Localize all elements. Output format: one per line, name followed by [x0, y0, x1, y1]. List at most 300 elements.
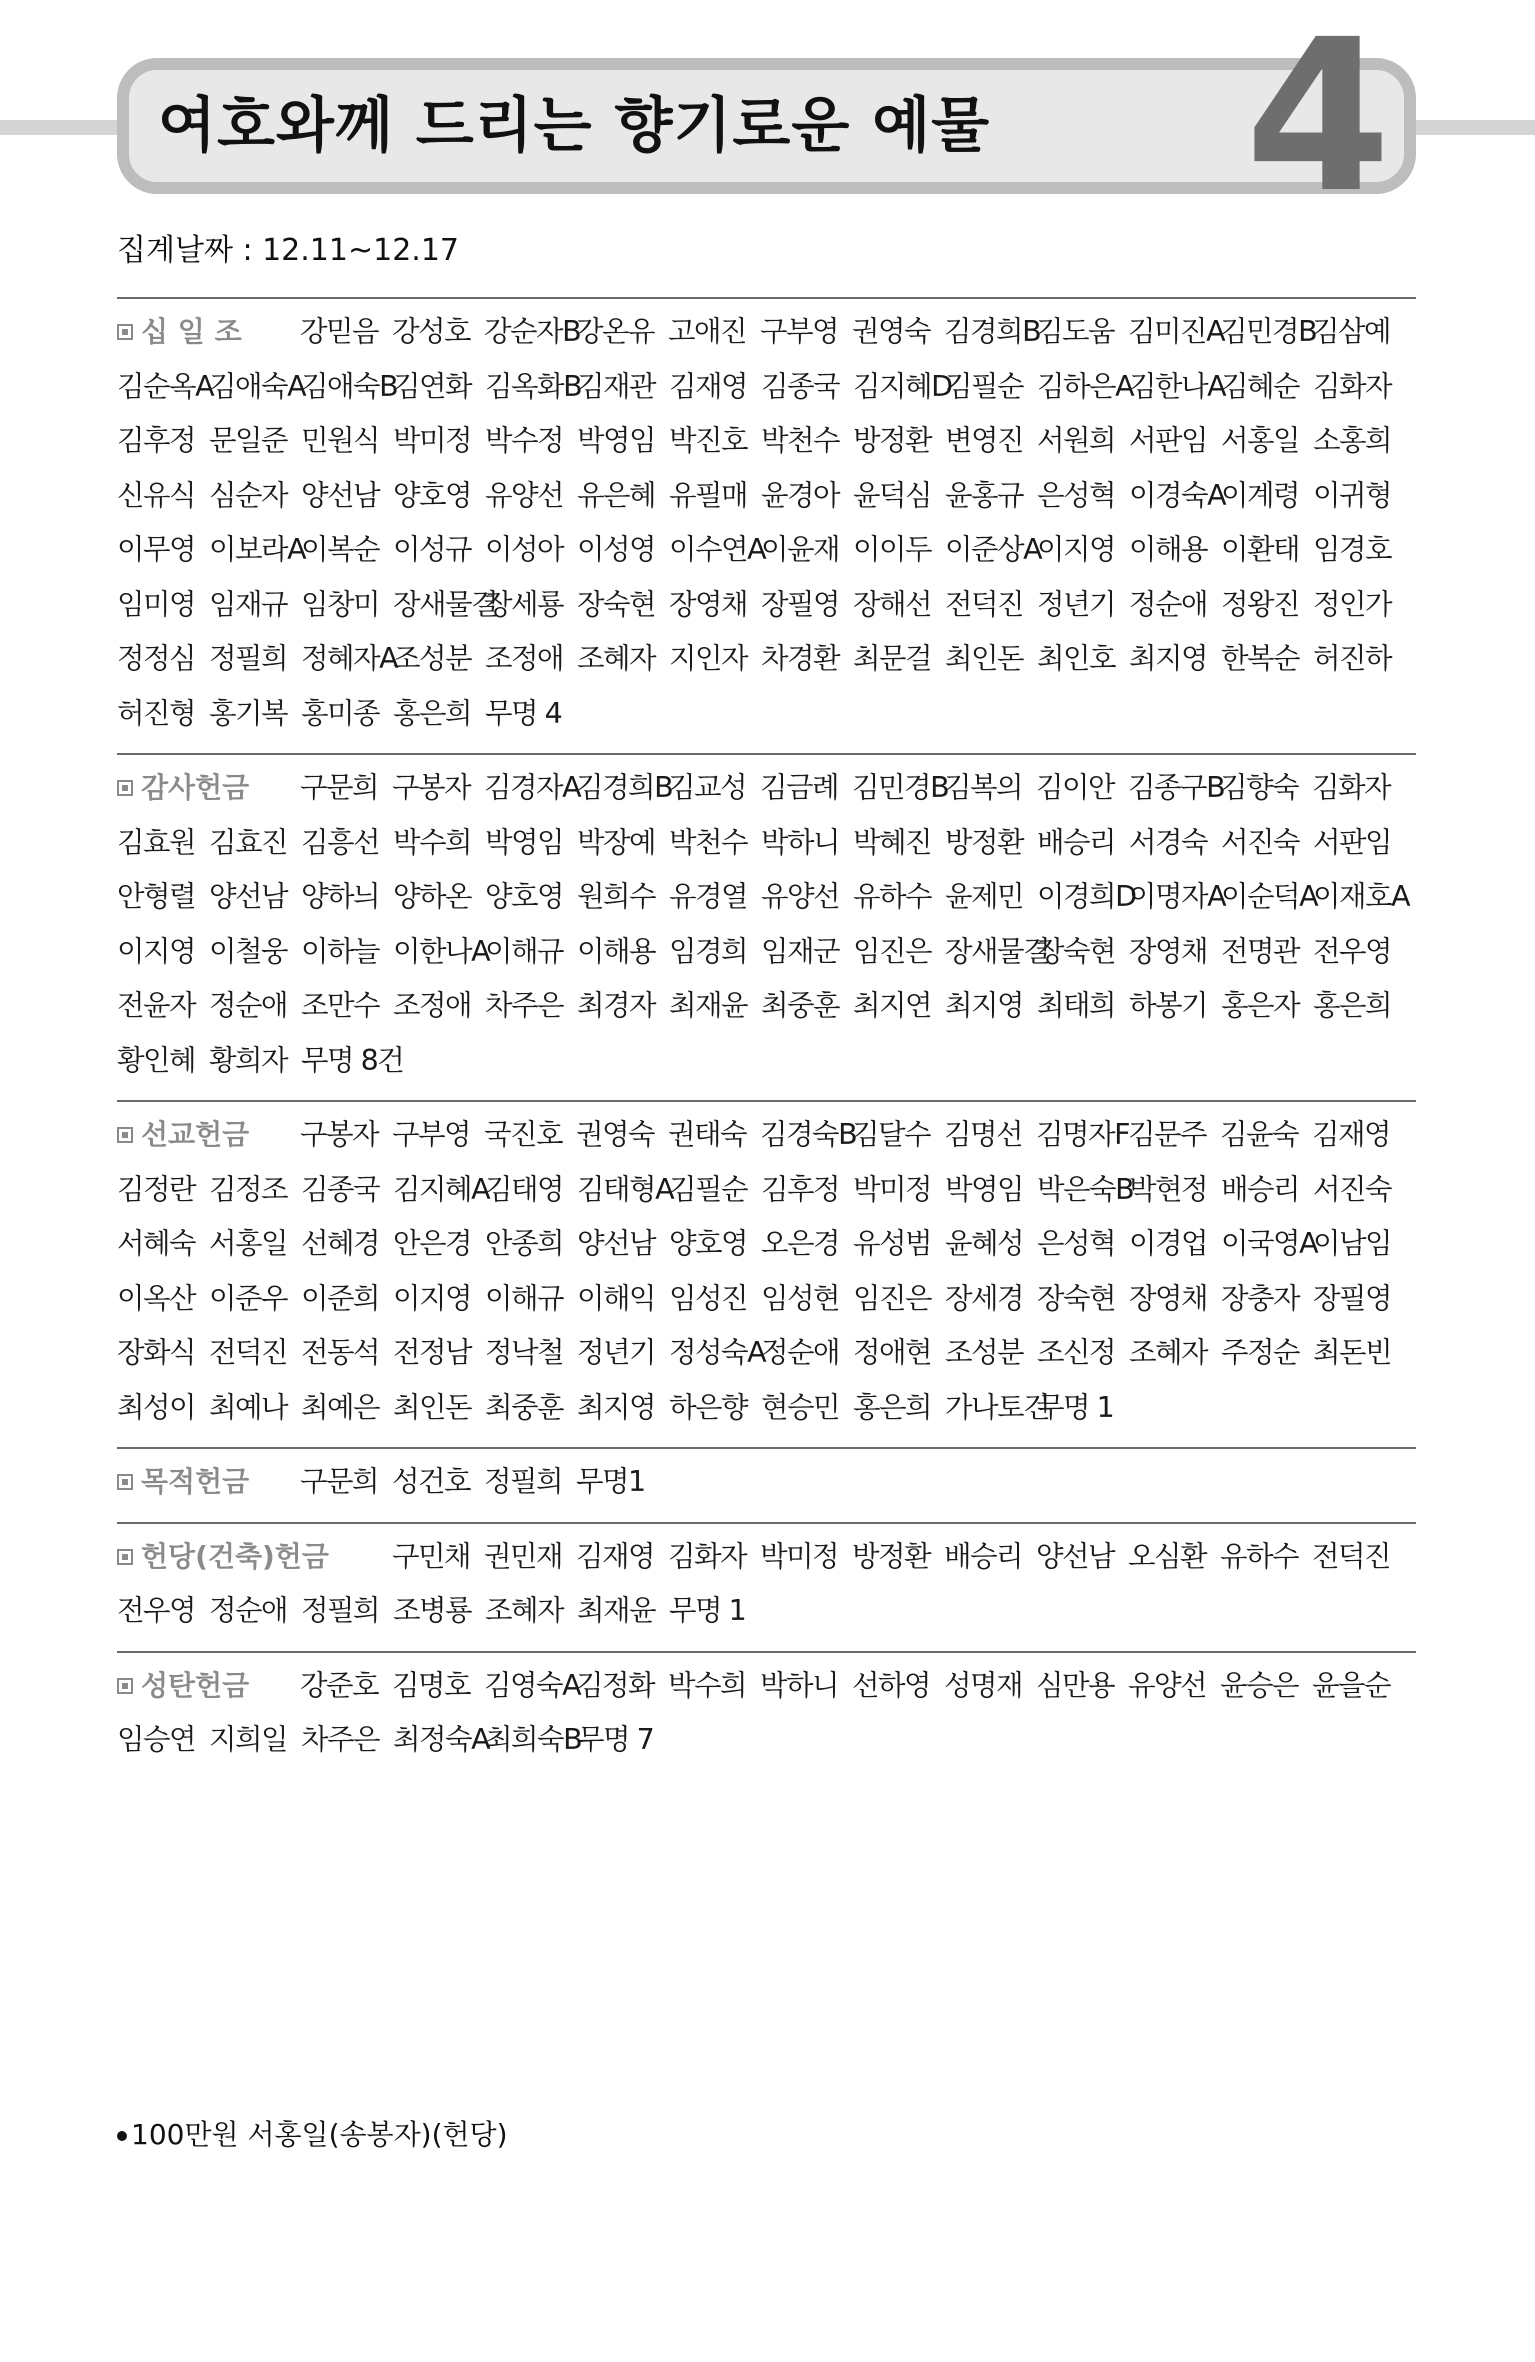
donor-name: 김종국	[301, 1172, 380, 1206]
donor-name: 김경자A	[484, 771, 581, 804]
donor-name: 구문희	[300, 771, 379, 804]
donor-name: 정순애	[1129, 587, 1208, 621]
donor-name: 박장예	[577, 825, 656, 859]
donor-name: 최재윤	[577, 1594, 656, 1627]
donor-name: 이하늘	[301, 934, 380, 968]
donor-name: 안형렬	[117, 880, 196, 913]
donor-name: 조혜자	[485, 1594, 564, 1627]
donor-name: 선혜경	[301, 1227, 380, 1260]
donor-name: 이경업	[1129, 1227, 1208, 1260]
donor-name: 김혜순	[1221, 369, 1300, 403]
name-list	[117, 1108, 1416, 1435]
donor-name: 김도움	[1036, 315, 1115, 348]
donor-name: 이남임	[1313, 1227, 1392, 1260]
donor-name: 오심환	[1128, 1539, 1207, 1573]
donor-name: 윤경아	[761, 478, 840, 512]
donor-name: 정필희	[209, 642, 288, 675]
donor-name: 조신정	[1037, 1336, 1116, 1369]
square-bullet-icon	[117, 1474, 133, 1490]
donor-name: 원희수	[577, 880, 656, 913]
donor-name: 임성진	[669, 1281, 748, 1315]
square-bullet-icon	[117, 1678, 133, 1694]
donor-name: 이지영	[1037, 533, 1116, 566]
donor-name: 임진은	[853, 1281, 932, 1315]
donor-name: 조성분	[393, 642, 472, 675]
donor-name: 구문희	[300, 1465, 379, 1498]
donor-name: 임승연	[117, 1723, 196, 1756]
donor-name: 오은경	[761, 1227, 840, 1260]
donor-name: 방정환	[853, 424, 932, 457]
donor-name: 김필순	[669, 1172, 748, 1206]
donor-name: 전우영	[117, 1594, 196, 1627]
donor-name: 장숙현	[577, 587, 656, 621]
donor-name: 전윤자	[117, 989, 196, 1022]
donor-name: 정순애	[209, 989, 288, 1022]
donor-name: 성건호	[392, 1465, 471, 1498]
donor-name: 박미정	[760, 1539, 839, 1573]
donor-name: 유양선	[485, 478, 564, 512]
donor-name: 배승리	[1221, 1172, 1300, 1206]
donor-name: 장새물결	[945, 934, 1050, 968]
donor-name: 윤승은	[1220, 1668, 1299, 1702]
donor-name: 서혜숙	[117, 1227, 196, 1260]
donor-name: 김옥화B	[485, 369, 582, 403]
donor-name: 홍기복	[209, 696, 288, 730]
donor-name: 전덕진	[945, 587, 1024, 621]
name-list	[117, 305, 1416, 741]
offering-section	[117, 297, 1416, 753]
donor-name: 서원희	[1037, 424, 1116, 457]
donor-name: 소홍희	[1313, 424, 1392, 457]
donor-name: 차경환	[761, 642, 840, 675]
donor-name: 김향숙	[1220, 771, 1299, 804]
donor-name: 차주은	[485, 989, 564, 1022]
donor-name: 김명호	[392, 1668, 471, 1702]
header-right-rule	[1400, 120, 1535, 135]
donor-name: 이귀형	[1313, 478, 1392, 512]
donor-name: 양호영	[669, 1227, 748, 1260]
donor-name: 황인혜	[117, 1043, 196, 1077]
donor-name: 김효진	[209, 825, 288, 859]
donor-name: 박천수	[761, 424, 840, 457]
donor-name: 김경희B	[576, 771, 673, 804]
donor-name: 정필희	[301, 1594, 380, 1627]
donor-name: 성명재	[944, 1668, 1023, 1702]
donor-name: 은성혁	[1037, 1227, 1116, 1260]
donor-name: 유성범	[853, 1227, 932, 1260]
donor-name: 정성숙A	[669, 1336, 766, 1369]
donor-name: 김이안	[1036, 771, 1115, 804]
donor-name: 장필영	[761, 587, 840, 621]
donor-name: 변영진	[945, 424, 1024, 457]
donor-name: 윤제민	[945, 880, 1024, 913]
donor-name: 김교성	[668, 771, 747, 804]
donor-name: 김연화	[393, 369, 472, 403]
donor-name: 주정순	[1221, 1336, 1300, 1369]
donor-name: 권영숙	[852, 315, 931, 348]
donor-name: 이국영A	[1221, 1227, 1318, 1260]
donor-name: 한복순	[1221, 642, 1300, 675]
donor-name: 강성호	[392, 315, 471, 348]
donor-name: 이보라A	[209, 533, 306, 566]
donor-name: 조정애	[485, 642, 564, 675]
donor-name: 장영채	[669, 587, 748, 621]
donor-name: 전명관	[1221, 934, 1300, 968]
donor-name: 구부영	[760, 315, 839, 348]
donor-name: 정정심	[117, 642, 196, 675]
donor-name: 이한나A	[393, 934, 490, 968]
donor-name: 김지혜D	[853, 369, 952, 403]
donor-name: 정년기	[1037, 587, 1116, 621]
donor-name: 구부영	[392, 1118, 471, 1151]
offering-section	[117, 1522, 1416, 1651]
donor-name: 조정애	[393, 989, 472, 1022]
donor-name: 김명선	[944, 1118, 1023, 1151]
donor-name: 박영임	[485, 825, 564, 859]
donor-name: 현승민	[761, 1390, 840, 1424]
donor-name: 무명 8건	[301, 1043, 404, 1077]
donor-name: 차주은	[301, 1723, 380, 1756]
donor-name: 김종국	[761, 369, 840, 403]
donor-name: 박현정	[1129, 1172, 1208, 1206]
donor-name: 최예은	[301, 1390, 380, 1424]
donor-name: 이철웅	[209, 934, 288, 968]
donor-name: 이순덕A	[1221, 880, 1318, 913]
donor-name: 김화자	[1313, 369, 1392, 403]
donor-name: 허진형	[117, 696, 196, 730]
donor-name: 임재군	[761, 934, 840, 968]
donor-name: 김문주	[1128, 1118, 1207, 1151]
donor-name: 권민재	[484, 1539, 563, 1573]
section-label-text: 성탄헌금	[141, 1668, 250, 1702]
offering-sections	[117, 297, 1416, 1780]
donor-name: 최지연	[853, 989, 932, 1022]
donor-name: 안은경	[393, 1227, 472, 1260]
section-label-text: 십 일 조	[141, 315, 242, 348]
donor-name: 정낙철	[485, 1336, 564, 1369]
donor-name: 정왕진	[1221, 587, 1300, 621]
donor-name: 김후정	[761, 1172, 840, 1206]
donor-name: 이환태	[1221, 533, 1300, 566]
donor-name: 정혜자A	[301, 642, 398, 675]
donor-name: 고애진	[668, 315, 747, 348]
section-label	[117, 1108, 300, 1163]
donor-name: 박천수	[669, 825, 748, 859]
aggregation-period: 집계날짜 : 12.11~12.17	[117, 233, 460, 268]
donor-name: 홍은자	[1221, 989, 1300, 1022]
donor-name: 조만수	[301, 989, 380, 1022]
donor-name: 김재영	[1312, 1118, 1391, 1151]
donor-name: 김화자	[668, 1539, 747, 1573]
donor-name: 신유식	[117, 478, 196, 512]
donor-name: 최중훈	[761, 989, 840, 1022]
donor-name: 허진하	[1313, 642, 1392, 675]
donor-name: 장화식	[117, 1336, 196, 1369]
name-list	[117, 761, 1416, 1088]
donor-name: 구민채	[392, 1539, 471, 1573]
donor-name: 김복의	[944, 771, 1023, 804]
donor-name: 임경호	[1313, 533, 1392, 566]
donor-name: 장해선	[853, 587, 932, 621]
donor-name: 전덕진	[209, 1336, 288, 1369]
donor-name: 장숙현	[1037, 1281, 1116, 1315]
square-bullet-icon	[117, 324, 133, 340]
donor-name: 이준우	[209, 1281, 288, 1315]
donor-name: 김경숙B	[760, 1118, 857, 1151]
donor-name: 장영채	[1129, 934, 1208, 968]
donor-name: 김영숙A	[484, 1668, 581, 1702]
donor-name: 조성분	[945, 1336, 1024, 1369]
donor-name: 김애숙B	[301, 369, 398, 403]
donor-name: 양하늬	[301, 880, 380, 913]
donor-name: 지인자	[669, 642, 748, 675]
donor-name: 김윤숙	[1220, 1118, 1299, 1151]
donor-name: 이해규	[485, 934, 564, 968]
name-list	[117, 1530, 1416, 1639]
donor-name: 임진은	[853, 934, 932, 968]
section-label	[117, 761, 300, 816]
donor-name: 이성규	[393, 533, 472, 566]
donor-name: 양선남	[209, 880, 288, 913]
donor-name: 김재관	[577, 369, 656, 403]
donor-name: 배승리	[1037, 825, 1116, 859]
donor-name: 최지영	[1129, 642, 1208, 675]
donor-name: 김달수	[852, 1118, 931, 1151]
donor-name: 박은숙B	[1037, 1172, 1134, 1206]
donor-name: 이무영	[117, 533, 196, 566]
donor-name: 이지영	[117, 934, 196, 968]
donor-name: 홍은희	[1313, 989, 1392, 1022]
donor-name: 강순자B	[484, 315, 581, 348]
donor-name: 정순애	[761, 1336, 840, 1369]
donor-name: 김경희B	[944, 315, 1041, 348]
donor-name: 유양선	[761, 880, 840, 913]
donor-name: 지희일	[209, 1723, 288, 1756]
donor-name: 최돈빈	[1313, 1336, 1392, 1369]
page-number: 4	[1245, 0, 1388, 239]
donor-name: 조혜자	[577, 642, 656, 675]
donor-name: 황희자	[209, 1043, 288, 1077]
donor-name: 박미정	[393, 424, 472, 457]
donor-name: 장세경	[945, 1281, 1024, 1315]
donor-name: 김금례	[760, 771, 839, 804]
donor-name: 홍미종	[301, 696, 380, 730]
donor-name: 정필희	[484, 1465, 563, 1498]
donor-name: 무명 4	[485, 696, 562, 730]
donor-name: 김재영	[576, 1539, 655, 1573]
header-left-rule	[0, 120, 130, 135]
donor-name: 양호영	[485, 880, 564, 913]
donor-name: 최지영	[577, 1390, 656, 1424]
donor-name: 강온유	[576, 315, 655, 348]
donor-name: 은성혁	[1037, 478, 1116, 512]
donor-name: 홍은희	[393, 696, 472, 730]
donor-name: 이명자A	[1129, 880, 1226, 913]
donor-name: 김미진A	[1128, 315, 1225, 348]
donor-name: 박하니	[761, 825, 840, 859]
donor-name: 이지영	[393, 1281, 472, 1315]
donor-name: 심순자	[209, 478, 288, 512]
donor-name: 최중훈	[485, 1390, 564, 1424]
donor-name: 김삼예	[1312, 315, 1391, 348]
square-bullet-icon	[117, 1127, 133, 1143]
donor-name: 최지영	[945, 989, 1024, 1022]
donor-name: 양선남	[1036, 1539, 1115, 1573]
donor-name: 이수연A	[669, 533, 766, 566]
donor-name: 이복순	[301, 533, 380, 566]
square-bullet-icon	[117, 1549, 133, 1565]
donor-name: 안종희	[485, 1227, 564, 1260]
donor-name: 이재호A	[1313, 880, 1410, 913]
donor-name: 윤을순	[1312, 1668, 1391, 1702]
donor-name: 임경희	[669, 934, 748, 968]
donor-name: 이준상A	[945, 533, 1042, 566]
donor-name: 이준희	[301, 1281, 380, 1315]
donor-name: 무명1	[576, 1465, 645, 1498]
donor-name: 배승리	[944, 1539, 1023, 1573]
section-label-text: 선교헌금	[141, 1118, 250, 1151]
donor-name: 민원식	[301, 424, 380, 457]
donor-name: 양선남	[577, 1227, 656, 1260]
donor-name: 양하온	[393, 880, 472, 913]
donor-name: 방정환	[852, 1539, 931, 1573]
page-title: 여호와께 드리는 향기로운 예물	[158, 91, 991, 161]
donor-name: 박수희	[393, 825, 472, 859]
donor-name: 최예나	[209, 1390, 288, 1424]
donor-name: 서진숙	[1221, 825, 1300, 859]
donor-name: 장영채	[1129, 1281, 1208, 1315]
donor-name: 이성아	[485, 533, 564, 566]
donor-name: 장세룡	[485, 587, 564, 621]
donor-name: 최문걸	[853, 642, 932, 675]
donor-name: 윤덕심	[853, 478, 932, 512]
donor-name: 양호영	[393, 478, 472, 512]
donor-name: 최정숙A	[393, 1723, 490, 1756]
donor-name: 서진숙	[1313, 1172, 1392, 1206]
donor-name: 서판임	[1129, 424, 1208, 457]
donor-name: 장숙현	[1037, 934, 1116, 968]
section-label-text: 감사헌금	[141, 771, 250, 804]
donor-name: 임재규	[209, 587, 288, 621]
donor-name: 유양선	[1128, 1668, 1207, 1702]
donor-name: 김애숙A	[209, 369, 306, 403]
donor-name: 서경숙	[1129, 825, 1208, 859]
donor-name: 구봉자	[300, 1118, 379, 1151]
donor-name: 김민경B	[852, 771, 949, 804]
donor-name: 최인호	[1037, 642, 1116, 675]
donor-name: 박진호	[669, 424, 748, 457]
name-list	[117, 1659, 1416, 1768]
donor-name: 박혜진	[853, 825, 932, 859]
donor-name: 박미정	[853, 1172, 932, 1206]
donor-name: 장필영	[1313, 1281, 1392, 1315]
donor-name: 김하은A	[1037, 369, 1134, 403]
donor-name: 윤혜성	[945, 1227, 1024, 1260]
donor-name: 박하니	[760, 1668, 839, 1702]
donor-name: 문일준	[209, 424, 288, 457]
donor-name: 홍은희	[853, 1390, 932, 1424]
donor-name: 이해용	[1129, 533, 1208, 566]
square-bullet-icon	[117, 780, 133, 796]
donor-name: 최성이	[117, 1390, 196, 1424]
offering-section	[117, 1447, 1416, 1522]
donor-name: 이성영	[577, 533, 656, 566]
donor-name: 양선남	[301, 478, 380, 512]
donor-name: 이윤재	[761, 533, 840, 566]
donor-name: 전동석	[301, 1336, 380, 1369]
donor-name: 박영임	[945, 1172, 1024, 1206]
donor-name: 정애현	[853, 1336, 932, 1369]
donor-name: 권영숙	[576, 1118, 655, 1151]
donor-name: 이이두	[853, 533, 932, 566]
donor-name: 이해용	[577, 934, 656, 968]
donor-name: 박수정	[485, 424, 564, 457]
donor-name: 유경열	[669, 880, 748, 913]
donor-name: 장새물결	[393, 587, 498, 621]
donor-name: 최인돈	[393, 1390, 472, 1424]
section-label	[117, 1530, 392, 1585]
donor-name: 유하수	[853, 880, 932, 913]
donor-name: 김정화	[576, 1668, 655, 1702]
donor-name: 강준호	[300, 1668, 379, 1702]
section-label	[117, 305, 300, 360]
donor-name: 조병룡	[393, 1594, 472, 1627]
donor-name: 정년기	[577, 1336, 656, 1369]
donor-name: 이경숙A	[1129, 478, 1226, 512]
footnote	[117, 2113, 508, 2153]
donor-name: 정순애	[209, 1594, 288, 1627]
donor-name: 장충자	[1221, 1281, 1300, 1315]
donor-name: 김명자F	[1036, 1118, 1129, 1151]
donor-name: 서홍일	[1221, 424, 1300, 457]
donor-name: 이해규	[485, 1281, 564, 1315]
donor-name: 유은혜	[577, 478, 656, 512]
donor-name: 가나토건	[945, 1390, 1050, 1424]
donor-name: 임성현	[761, 1281, 840, 1315]
donor-name: 김정조	[209, 1172, 288, 1206]
section-label	[117, 1455, 300, 1510]
donor-name: 박수희	[668, 1668, 747, 1702]
donor-name: 김민경B	[1220, 315, 1317, 348]
donor-name: 전정남	[393, 1336, 472, 1369]
donor-name: 강믿음	[300, 315, 379, 348]
donor-name: 최태희	[1037, 989, 1116, 1022]
section-label-text: 목적헌금	[141, 1465, 250, 1498]
donor-name: 무명 7	[577, 1723, 654, 1756]
donor-name: 정인가	[1313, 587, 1392, 621]
donor-name: 이경희D	[1037, 880, 1136, 913]
donor-name: 국진호	[484, 1118, 563, 1151]
donor-name: 김태형A	[577, 1172, 674, 1206]
offering-section	[117, 753, 1416, 1100]
donor-name: 이계령	[1221, 478, 1300, 512]
donor-name: 박영임	[577, 424, 656, 457]
donor-name: 최희숙B	[485, 1723, 582, 1756]
donor-name: 김태영	[485, 1172, 564, 1206]
donor-name: 유필매	[669, 478, 748, 512]
donor-name: 김정란	[117, 1172, 196, 1206]
footnote-text: 100만원 서홍일(송봉자)(헌당)	[131, 2118, 508, 2151]
donor-name: 김필순	[945, 369, 1024, 403]
donor-name: 이옥산	[117, 1281, 196, 1315]
donor-name: 무명 1	[1037, 1390, 1114, 1424]
donor-name: 선하영	[852, 1668, 931, 1702]
section-label	[117, 1659, 300, 1714]
donor-name: 김후정	[117, 424, 196, 457]
donor-name: 유하수	[1220, 1539, 1299, 1573]
donor-name: 김효원	[117, 825, 196, 859]
donor-name: 전우영	[1313, 934, 1392, 968]
